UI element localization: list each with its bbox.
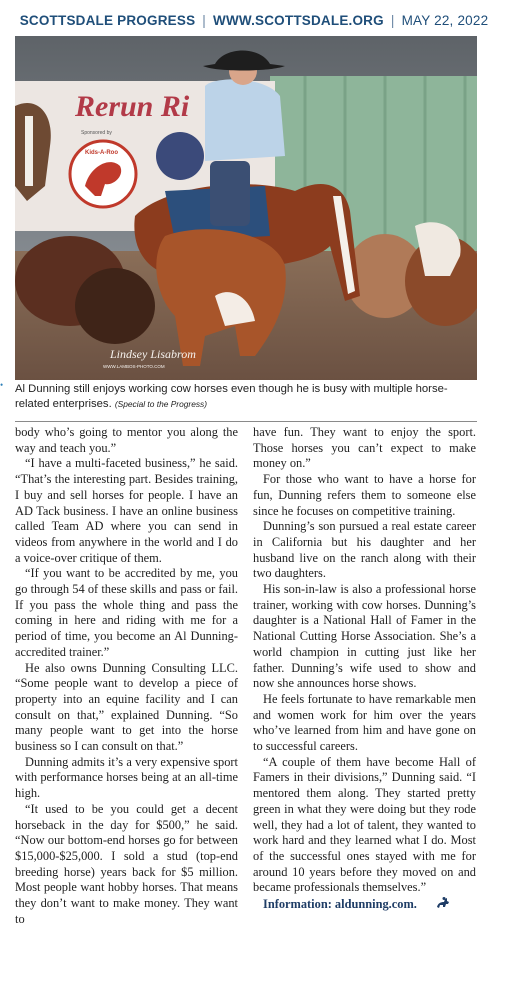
article-paragraph: He also owns Dunning Consulting LLC. “Some people want to develop a piece of property into an equine facility and I can consult on that,” explained Dunning. “So many people want to get into the horse business so I can consult on that.” [15,660,238,754]
article-paragraph: Dunning’s son pursued a real estate career in California but his daughter and her husband live on the ranch along with their two daughters. [253,519,476,581]
issue-date: MAY 22, 2022 [401,12,489,28]
article-paragraph: His son-in-law is also a professional horse trainer, working with cow horses. Dunning’s daughter is a National Hall of Famer in the National Cutting Horse Association. She’s a world champion in cutting just like her father. Dunning’s wife used to show and now she announces horse shows. [253,582,476,691]
sign-text: Kids-A-Roo [85,150,118,156]
masthead-separator: | [202,12,206,28]
article-paragraph: body who’s going to mentor you along the way and teach you.” [15,425,238,455]
crop-mark-icon: • [0,380,4,390]
secondary-logo [156,132,204,180]
article-paragraph: “If you want to be accredited by me, you go through 54 of these skills and pass or fail. If you pass the whole thing and pass the coming in here and riding with me for a period of time, you become an Al Dunning-accredited trainer.” [15,566,238,659]
article-paragraph: For those who want to have a horse for fun, Dunning refers them to someone else since he focuses on competitive training. [253,472,476,518]
website-link[interactable]: WWW.SCOTTSDALE.ORG [213,12,384,28]
article-paragraph: “I have a multi-faceted business,” he said. “That’s the interesting part. Besides training, I buy and sell horses for people. I have an AD Tack business. I have an online business called Team AD where you can send in videos from anywhere in the world and I do a voice-over critique of them. [15,456,238,565]
rider-shirt [205,79,285,161]
photo-caption [15,382,481,412]
banner-sponsor-label: Sponsored by [81,130,112,136]
article-paragraph: have fun. They want to enjoy the sport. Those horses you can’t expect to make money on.” [253,425,476,471]
masthead-separator: | [390,12,395,28]
horse-rider-icon [425,896,451,915]
photo-watermark-url: WWW.LAMBOS-PHOTO.COM [103,364,165,369]
article-paragraph: Dunning admits it’s a very expensive sport with performance horses being at an all-time high. [15,754,238,801]
banner-title: Rerun Ri [75,90,190,123]
caption-divider [15,421,477,422]
article-column-right [253,425,476,915]
article-paragraph: “A couple of them have become Hall of Famers in their divisions,” Dunning said. “I mentored them along. They started pretty green in what they were doing but they rode well, they had a lot of talent, they wanted to work hard and they learned what I do. Most of the successful ones stayed with me for around 10 years before they moved on and became professionals themselves.” [253,754,476,895]
rider-jeans [210,161,250,226]
article-paragraph: “It used to be you could get a decent horseback in the day for $500,” he said. “Now our bottom-end horses go for between $15,000-$25,000. I sold a stud (top-end breeding horse) years back for $5 million. Most people want hobby horses. That means they don’t want to make money. They want to [15,801,238,926]
info-line [253,896,476,915]
publication-name: SCOTTSDALE PROGRESS [19,12,196,28]
article-column-left [15,425,238,928]
photo-credit: (Special to the Progress) [114,399,208,409]
photo-watermark: Lindsey Lisabrom [110,347,196,361]
article-paragraph: He feels fortunate to have remarkable men and women work for him over the years who’ve learned from him and have gone on to successful careers. [253,691,476,754]
masthead [0,10,508,30]
info-link[interactable]: Information: aldunning.com. [263,897,417,912]
article-photo [15,36,477,380]
caption-text: Al Dunning still enjoys working cow horses even though he is busy with multiple horse-related enterprises. [15,383,448,410]
herd-cow [75,268,155,344]
